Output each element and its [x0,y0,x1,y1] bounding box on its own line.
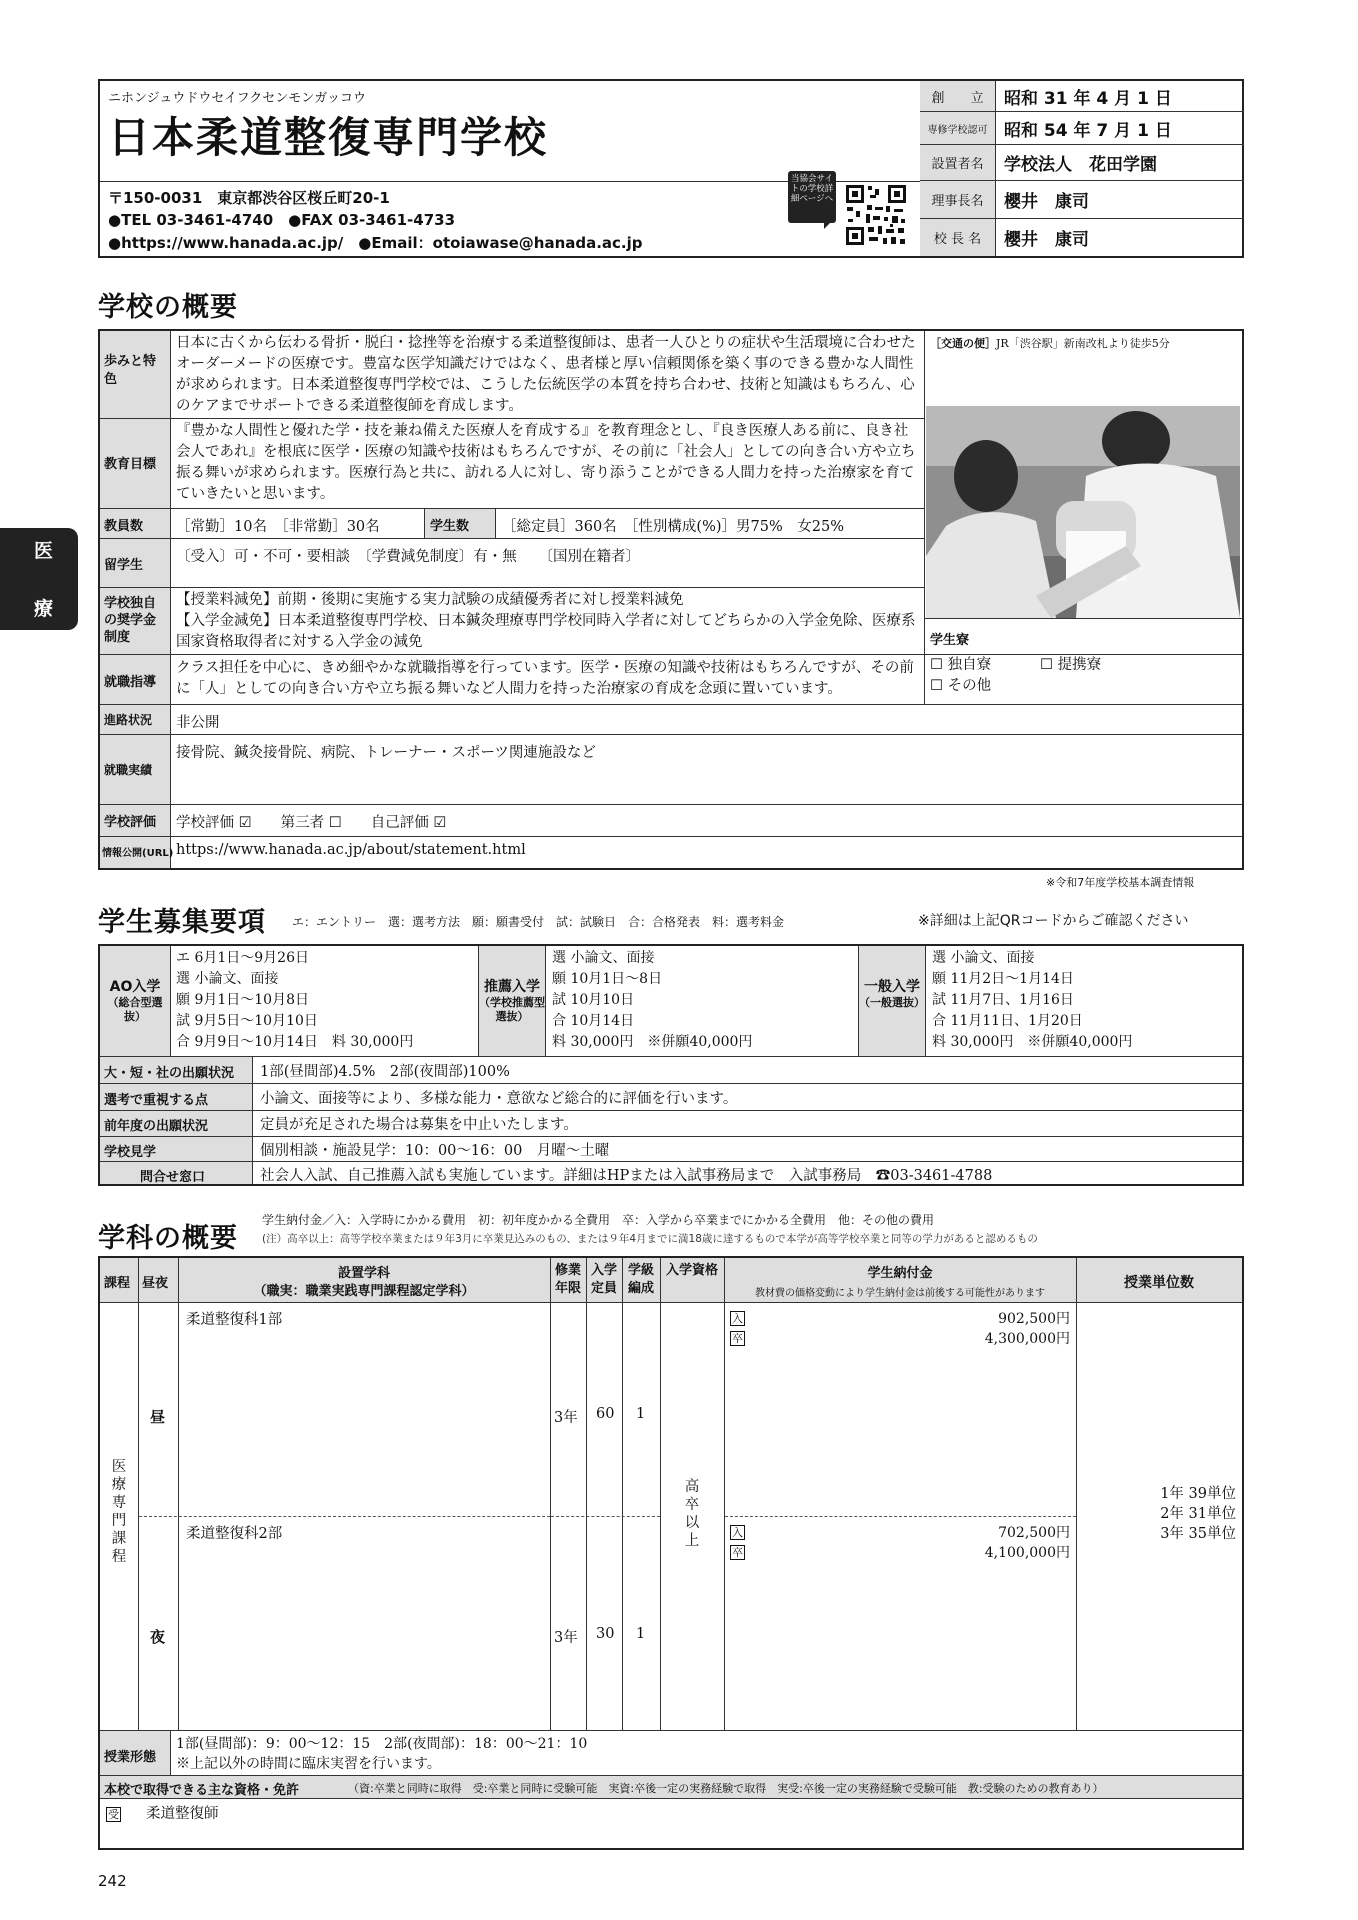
info-row-approved: 専修学校認可 昭和 54 年 7 月 1 日 [920,112,1244,145]
schedule-text: 1部(昼間部)：9：00～12：15 2部(夜間部)：18：00～21：10 [176,1736,588,1752]
dorm-other-checkbox[interactable]: ☐ その他 [930,678,992,694]
suisen-details: 選 小論文、面接 願 10月1日～8日 試 10月10日 合 10月14日 料 30,000円 ※併願40,000円 [552,950,753,1050]
ippan-details: 選 小論文、面接 願 11月2日～1月14日 試 11月7日、1月16日 合 11月11日、1月20日 料 30,000円 ※併願40,000円 [932,950,1133,1050]
eval-text: 学校評価 ☑ 第三者 ☐ 自己評価 ☑ [176,815,447,831]
teachers-text: ［常勤］10名 ［非常勤］30名 [176,519,380,535]
row1-fee-total: 4,300,000円 [984,1331,1070,1347]
col-fee: 学生納付金 [867,1266,933,1281]
contact-text: 社会人入試、自己推薦入試も実施しています。詳細はHPまたは入試事務局まで 入試事務局 ☎03-3461-4788 [260,1168,993,1184]
goal-text: 『豊かな人間性と優れた学・技を兼ね備えた医療人を育成する』を教育理念とし、『良き医療人ある前に、良き社会人であれ』を根底に医学・医療の知識や技術はもちろんですが、その前に「社会人」としての向き合い方や立ち振る舞いが求められます。医療行為と共に、訪れる人に対し、寄り添うことができる人間力を持った治療家を育てていきたいと思います。 [176,423,916,502]
career-text: クラス担任を中心に、きめ細やかな就職指導を行っています。医学・医療の知識や技術はもちろんですが、その前に「人」としての向き合い方や立ち振る舞いなど人間力を持った治療家の育成を念頭に置いています。 [176,660,914,697]
row2-dept-name: 柔道整復科2部 [186,1526,283,1542]
recruit-title: 学生募集要項 [98,907,266,938]
info-row-principal: 校 長 名 櫻井 康司 [920,219,1244,256]
contact-label: 問合せ窓口 [140,1170,206,1185]
suisen-label-block: 推薦入学 （学校推薦型選抜） [479,979,545,1023]
visit-text: 個別相談・施設見学：10：00～16：00 月曜～土曜 [260,1143,610,1159]
category-tab [0,528,78,630]
license-legend: （資:卒業と同時に取得 受:卒業と同時に受験可能 実資:卒後一定の実務経験で取得 実受:卒後一定の実務経験で受験可能 教:受験のための教育あり） [348,1782,1104,1795]
col-credits: 授業単位数 [1124,1275,1194,1291]
row2-fee-in: 702,500円 [998,1525,1070,1541]
overview-table [98,329,1244,870]
students-label: 学生数 [430,519,470,534]
row1-fee-total-mark: 卒 [732,1332,743,1345]
col-classes: 学級編成 [627,1263,654,1296]
scholarship-text: 【授業料減免】前期・後期に実施する実力試験の成績優秀者に対し授業料減免 【入学金減免】日本柔道整復専門学校、日本鍼灸理療専門学校同時入学者に対してどちらかの入学金免除、医療系国家資格取得者に対する入学金の減免 [176,592,916,650]
info-row-founder: 設置者名 学校法人 花田学園 [920,145,1244,181]
col-dept-sub: （職実：職業実践専門課程認定学科） [253,1284,475,1299]
schedule-label: 授業形態 [104,1750,157,1765]
dept-table [98,1256,1244,1850]
prev-year-label: 前年度の出願状況 [104,1119,209,1134]
path-label: 進路状況 [104,713,153,727]
foreign-text: 〔受入〕可・不可・要相談 〔学費減免制度〕有・無 〔国別在籍者〕 [176,549,640,565]
visit-label: 学校見学 [104,1145,157,1160]
path-text: 非公開 [176,715,220,731]
col-fee-sub: 教材費の価格変動により学生納付金は前後する可能性があります [755,1288,1045,1299]
prev-year-text: 定員が充足された場合は募集を中止いたします。 [260,1117,578,1133]
school-kana: ニホンジュウドウセイフクセンモンガッコウ [108,91,366,106]
school-header [98,79,1244,258]
qr-caption: 当協会サイトの学校詳細ページへ [788,171,836,223]
ippan-label-block: 一般入学 （一般選抜） [859,979,925,1009]
row2-capacity: 30 [596,1626,615,1642]
row2-years: 3年 [554,1630,578,1646]
survey-note: ※令和7年度学校基本調査情報 [1046,876,1195,889]
eval-label: 学校評価 [104,815,157,830]
license-label: 本校で取得できる主な資格・免許 [104,1783,300,1798]
license-mark: 受 [108,1808,119,1821]
students-text: ［総定員］360名 ［性別構成(%)］男75% 女25% [502,519,844,535]
row2-fee-total-mark: 卒 [732,1546,743,1559]
dept-title: 学科の概要 [98,1223,238,1254]
school-web-email: ●https://www.hanada.ac.jp/ ●Email：otoiawase@hanada.ac.jp [108,234,643,252]
school-address: 〒150-0031 東京都渋谷区桜丘町20-1 [108,189,390,207]
school-tel-fax: ●TEL 03-3461-4740 ●FAX 03-3461-4733 [108,211,455,229]
dorm-label: 学生寮 [930,633,970,648]
row2-daynight: 夜 [150,1628,166,1646]
scholarship-label: 学校独自の奨学金制度 [104,596,157,645]
access-info: ［交通の便］JR「渋谷駅」新南改札より徒歩5分 [930,337,1170,350]
category-char-1: 医 [34,540,54,562]
teachers-label: 教員数 [104,519,144,534]
col-capacity: 入学定員 [590,1263,617,1296]
qr-code[interactable] [844,183,908,247]
credits-list: 1年 39単位 2年 31単位 3年 35単位 [1160,1486,1236,1542]
license-name: 柔道整復師 [146,1806,219,1822]
col-years: 修業年限 [554,1263,581,1296]
col-qualification: 入学資格 [665,1263,718,1278]
selection-focus-text: 小論文、面接等により、多様な能力・意欲など総合的に評価を行います。 [260,1091,738,1107]
fee-legend: 学生納付金／入：入学時にかかる費用 初：初年度かかる全費用 卒：入学から卒業までにかかる全費用 他：その他の費用 [262,1213,935,1227]
school-name: 日本柔道整復専門学校 [108,113,549,162]
apply-status-label: 大・短・社の出願状況 [104,1066,235,1081]
recruit-legend-note: ※詳細は上記QRコードからご確認ください [918,913,1189,929]
history-text: 日本に古くから伝わる骨折・脱臼・捻挫等を治療する柔道整復師は、患者一人ひとりの症状や生活環境に合わせたオーダーメードの医療です。豊富な医学知識だけではなく、患者様と厚い信頼関係を築く事のできる豊かな人間性が求められます。日本柔道整復専門学校では、こうした伝統医学の本質を持ち合わせ、技術と知識はもちろん、心のケアまでサポートできる柔道整復師を育成します。 [176,335,916,414]
row1-daynight: 昼 [150,1408,166,1426]
row1-fee-in-mark: 入 [732,1312,743,1325]
col-dept: 設置学科 [337,1266,390,1281]
recruit-legend: エ：エントリー 選：選考方法 願：願書受付 試：試験日 合：合格発表 料：選考料金 [292,915,785,929]
recruit-table [98,944,1244,1186]
apply-status-text: 1部(昼間部)4.5% 2部(夜間部)100% [260,1064,510,1080]
jobs-label: 就職実績 [104,763,153,777]
page-number: 242 [98,1872,127,1890]
col-course: 課程 [104,1276,131,1291]
row1-years: 3年 [554,1410,578,1426]
category-char-2: 療 [34,598,54,620]
url-link[interactable]: https://www.hanada.ac.jp/about/statement.html [176,842,526,858]
jobs-text: 接骨院、鍼灸接骨院、病院、トレーナー・スポーツ関連施設など [176,745,596,761]
selection-focus-label: 選考で重視する点 [104,1093,209,1108]
career-label: 就職指導 [104,675,157,690]
school-photo [926,406,1240,618]
row1-capacity: 60 [596,1406,615,1422]
foreign-label: 留学生 [104,558,144,573]
dorm-partner-checkbox[interactable]: ☐ 提携寮 [1040,657,1102,673]
row2-classes: 1 [636,1626,646,1642]
info-row-founded: 創 立 昭和 31 年 4 月 1 日 [920,81,1244,112]
row2-fee-total: 4,100,000円 [984,1545,1070,1561]
qualification-note: (注）高卒以上：高等学校卒業または９年3月に卒業見込みのもの、または９年4月までに満18歳に達するもので本学が高等学校卒業と同等の学力があると認めるもの [262,1233,1038,1245]
schedule-note: ※上記以外の時間に臨床実習を行います。 [176,1756,441,1772]
ao-details: エ 6月1日～9月26日 選 小論文、面接 願 9月1日～10月8日 試 9月5日～10月10日 合 9月9日～10月14日 料 30,000円 [176,950,414,1050]
info-row-chairman: 理事長名 櫻井 康司 [920,181,1244,219]
url-label: 情報公開(URL) [102,848,174,859]
history-label: 歩みと特色 [104,354,157,387]
row1-classes: 1 [636,1406,646,1422]
overview-title: 学校の概要 [98,292,238,323]
row1-fee-in: 902,500円 [998,1311,1070,1327]
row2-fee-in-mark: 入 [732,1526,743,1539]
col-daynight: 昼夜 [142,1276,169,1291]
goal-label: 教育目標 [104,457,157,472]
dorm-own-checkbox[interactable]: ☐ 独自寮 [930,657,992,673]
qualification-text: 高卒以上 [684,1479,700,1549]
course-name: 医療専門課程 [111,1459,127,1565]
ao-label-block: AO入学 （総合型選抜） [107,979,163,1023]
row1-dept-name: 柔道整復科1部 [186,1312,283,1328]
